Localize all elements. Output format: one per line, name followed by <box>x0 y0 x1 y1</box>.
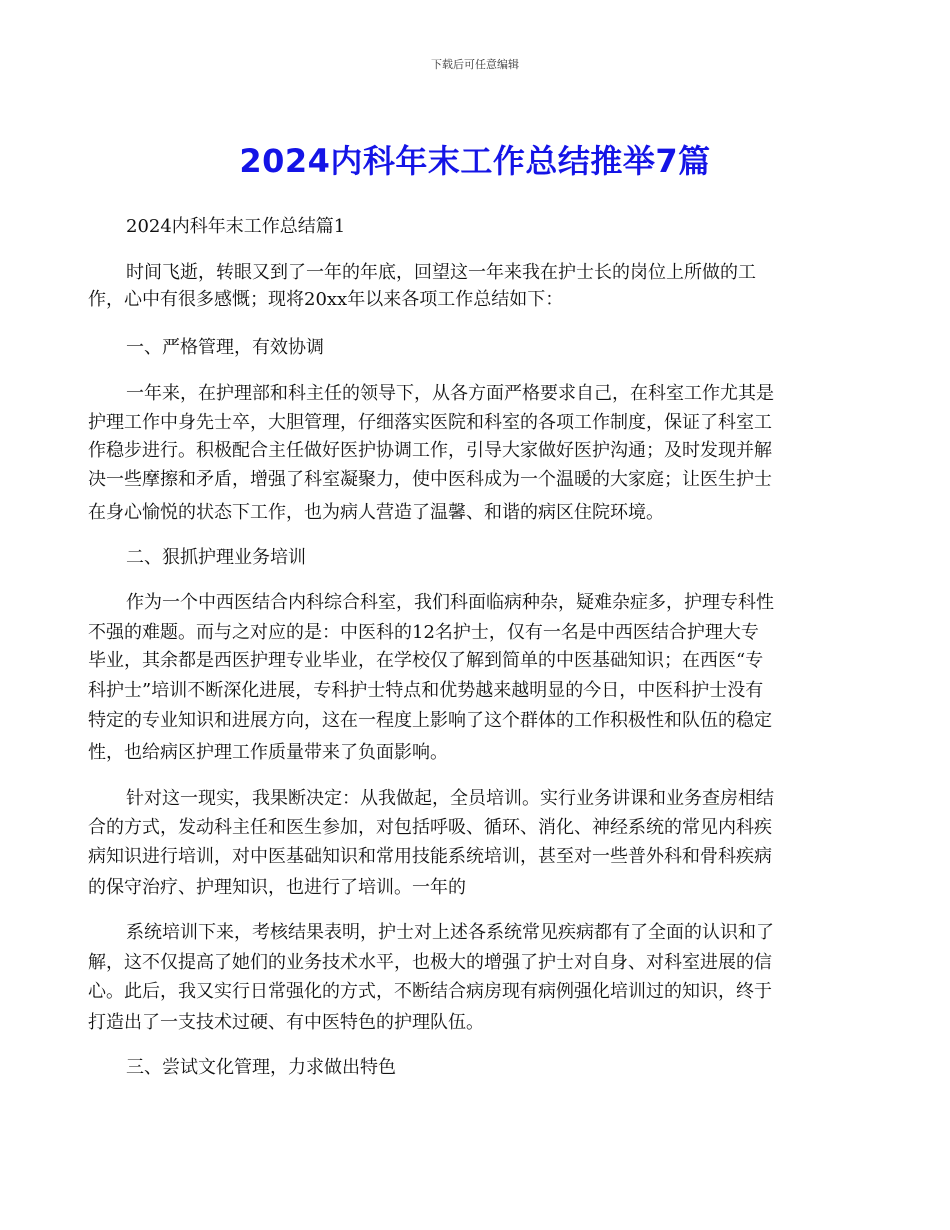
paragraph-line: 特定的专业知识和进展方向，这在一程度上影响了这个群体的工作积极性和队伍的稳定 <box>88 710 772 731</box>
paragraph-line: 在身心愉悦的状态下工作，也为病人营造了温馨、和谐的病区住院环境。 <box>88 502 664 523</box>
paragraph-line: 科护士”培训不断深化进展，专科护士特点和优势越来越明显的今日，中医科护士没有 <box>88 680 764 701</box>
paragraph-line: 护理工作中身先士卒，大胆管理，仔细落实医院和科室的各项工作制度，保证了科室工 <box>88 412 772 433</box>
paragraph-line: 作稳步进行。积极配合主任做好医护协调工作，引导大家做好医护沟通；及时发现并解 <box>88 440 772 461</box>
paragraph-line: 性，也给病区护理工作质量带来了负面影响。 <box>88 742 448 763</box>
paragraph-line: 病知识进行培训，对中医基础知识和常用技能系统培训，甚至对一些普外科和骨科疾病 <box>88 846 772 867</box>
paragraph-line: 合的方式，发动科主任和医生参加，对包括呼吸、循环、消化、神经系统的常见内科疾 <box>88 817 772 838</box>
paragraph-line: 决一些摩擦和矛盾，增强了科室凝聚力，使中医科成为一个温暖的大家庭；让医生护士 <box>88 469 772 490</box>
paragraph-line: 心。此后，我又实行日常强化的方式，不断结合病房现有病例强化培训过的知识，终于 <box>88 981 772 1002</box>
paragraph-line: 的保守治疗、护理知识，也进行了培训。一年的 <box>88 877 466 898</box>
header-note: 下载后可任意编辑 <box>431 58 519 71</box>
paragraph-line: 针对这一现实，我果断决定：从我做起，全员培训。实行业务讲课和业务查房相结 <box>126 788 774 809</box>
paragraph-line: 一年来，在护理部和科主任的领导下，从各方面严格要求自己，在科室工作尤其是 <box>126 383 774 404</box>
paragraph-line: 系统培训下来，考核结果表明，护士对上述各系统常见疾病都有了全面的认识和了 <box>126 922 774 943</box>
paragraph-line: 作，心中有很多感慨；现将20xx年以来各项工作总结如下： <box>88 289 564 310</box>
paragraph-line: 时间飞逝，转眼又到了一年的年底，回望这一年来我在护士长的岗位上所做的工 <box>126 262 756 283</box>
paragraph-line: 打造出了一支技术过硬、有中医特色的护理队伍。 <box>88 1012 484 1033</box>
document-title: 2024内科年末工作总结推举7篇 <box>239 142 711 180</box>
section-heading: 二、狠抓护理业务培训 <box>126 547 306 568</box>
section-heading: 一、严格管理，有效协调 <box>126 337 324 358</box>
section-heading: 三、尝试文化管理，力求做出特色 <box>126 1057 396 1078</box>
section-heading: 2024内科年末工作总结篇1 <box>126 216 346 237</box>
paragraph-line: 作为一个中西医结合内科综合科室，我们科面临病种杂，疑难杂症多，护理专科性 <box>126 592 774 613</box>
paragraph-line: 毕业，其余都是西医护理专业毕业，在学校仅了解到简单的中医基础知识；在西医“专 <box>88 650 764 671</box>
paragraph-line: 解，这不仅提高了她们的业务技术水平，也极大的增强了护士对自身、对科室进展的信 <box>88 952 772 973</box>
paragraph-line: 不强的难题。而与之对应的是：中医科的12名护士，仅有一名是中西医结合护理大专 <box>88 622 759 643</box>
